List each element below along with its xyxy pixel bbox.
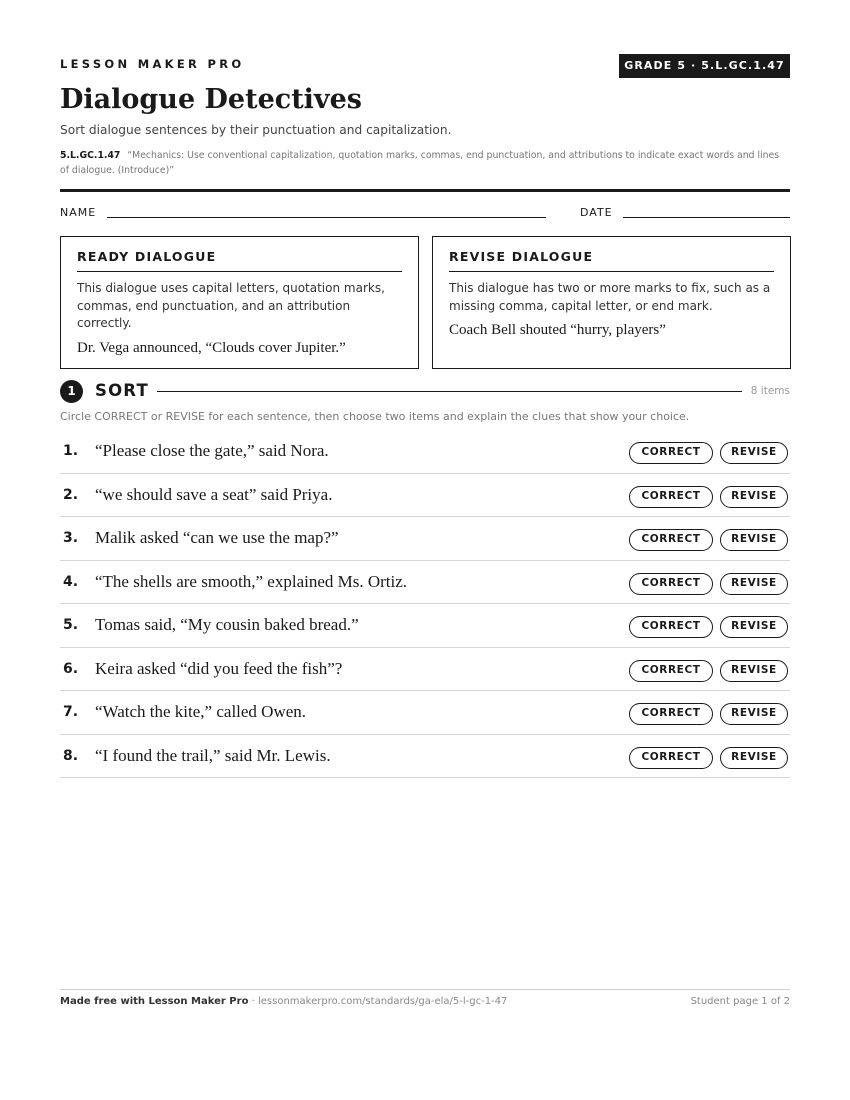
footer-divider <box>60 989 790 990</box>
section-title: SORT <box>95 381 149 400</box>
item-sentence: Tomas said, “My cousin baked bread.” <box>95 615 359 634</box>
page-title: Dialogue Detectives <box>60 84 362 115</box>
standard-text: “Mechanics: Use conventional capitalization, quotation marks, commas, end punctuation, and attributions to indicate exact words and lines of dialogue. (Introduce)” <box>60 150 780 176</box>
item-sentence: “Watch the kite,” called Owen. <box>95 702 307 721</box>
item-number: 8. <box>63 747 79 764</box>
item-number: 2. <box>63 486 79 503</box>
section-number-badge: 1 <box>60 380 83 403</box>
box-example: Coach Bell shouted “hurry, players” <box>449 322 666 338</box>
item-sentence: Malik asked “can we use the map?” <box>95 528 339 547</box>
correct-option[interactable]: CORRECT <box>629 660 713 682</box>
page-subtitle: Sort dialogue sentences by their punctuation and capitalization. <box>60 123 452 137</box>
revise-option[interactable]: REVISE <box>720 486 788 508</box>
revise-dialogue-box <box>432 236 791 369</box>
ready-dialogue-box <box>60 236 419 369</box>
box-example: Dr. Vega announced, “Clouds cover Jupiter.” <box>77 339 346 356</box>
item-number: 5. <box>63 617 79 633</box>
revise-option[interactable]: REVISE <box>720 660 788 682</box>
item-number: 4. <box>63 573 79 590</box>
correct-option[interactable]: CORRECT <box>629 486 713 508</box>
sort-list <box>60 430 790 778</box>
list-item <box>60 691 790 735</box>
correct-option[interactable]: CORRECT <box>629 442 713 464</box>
revise-option[interactable]: REVISE <box>720 747 788 769</box>
correct-option[interactable]: CORRECT <box>629 747 713 769</box>
item-sentence: “Please close the gate,” said Nora. <box>95 441 329 460</box>
box-description: This dialogue uses capital letters, quotation marks, commas, end punctuation, and an attribution correctly. <box>77 281 385 330</box>
list-item <box>60 604 790 648</box>
standard-code: 5.L.GC.1.47 <box>60 150 121 161</box>
correct-option[interactable]: CORRECT <box>629 573 713 595</box>
revise-option[interactable]: REVISE <box>720 442 788 464</box>
list-item <box>60 735 790 779</box>
list-item <box>60 648 790 692</box>
revise-option[interactable]: REVISE <box>720 703 788 725</box>
item-count: 8 items <box>750 385 790 397</box>
list-item <box>60 561 790 605</box>
revise-option[interactable]: REVISE <box>720 616 788 638</box>
footer-credit <box>60 996 507 1007</box>
correct-option[interactable]: CORRECT <box>629 616 713 638</box>
revise-option[interactable]: REVISE <box>720 573 788 595</box>
item-sentence: “The shells are smooth,” explained Ms. Ortiz. <box>95 571 408 591</box>
box-title: READY DIALOGUE <box>77 249 402 272</box>
list-item <box>60 517 790 561</box>
item-sentence: Keira asked “did you feed the fish”? <box>95 658 343 678</box>
section-divider <box>157 391 742 392</box>
footer-made-with: Made free with Lesson Maker Pro <box>60 996 249 1007</box>
item-sentence: “I found the trail,” said Mr. Lewis. <box>95 745 331 765</box>
item-sentence: “we should save a seat” said Priya. <box>95 484 333 504</box>
revise-option[interactable]: REVISE <box>720 529 788 551</box>
section-instructions: Circle CORRECT or REVISE for each sentence, then choose two items and explain the clues that show your choice. <box>60 410 690 423</box>
item-number: 7. <box>63 704 79 720</box>
name-field[interactable] <box>107 217 546 218</box>
box-title: REVISE DIALOGUE <box>449 249 774 272</box>
list-item <box>60 474 790 518</box>
correct-option[interactable]: CORRECT <box>629 529 713 551</box>
brand-name: LESSON MAKER PRO <box>60 57 245 71</box>
name-label: NAME <box>60 206 97 219</box>
item-number: 1. <box>63 443 79 459</box>
grade-badge: GRADE 5 · 5.L.GC.1.47 <box>619 54 790 78</box>
page-indicator: Student page 1 of 2 <box>690 996 790 1007</box>
date-label: DATE <box>580 206 613 219</box>
date-field[interactable] <box>623 217 790 218</box>
standard-description <box>60 148 790 178</box>
list-item <box>60 430 790 474</box>
footer-url[interactable]: · lessonmakerpro.com/standards/ga-ela/5-l-gc-1-47 <box>248 996 508 1007</box>
correct-option[interactable]: CORRECT <box>629 703 713 725</box>
item-number: 6. <box>63 660 79 677</box>
box-description: This dialogue has two or more marks to fix, such as a missing comma, capital letter, or end mark. <box>449 281 771 313</box>
item-number: 3. <box>63 530 79 546</box>
header-divider <box>60 189 790 192</box>
